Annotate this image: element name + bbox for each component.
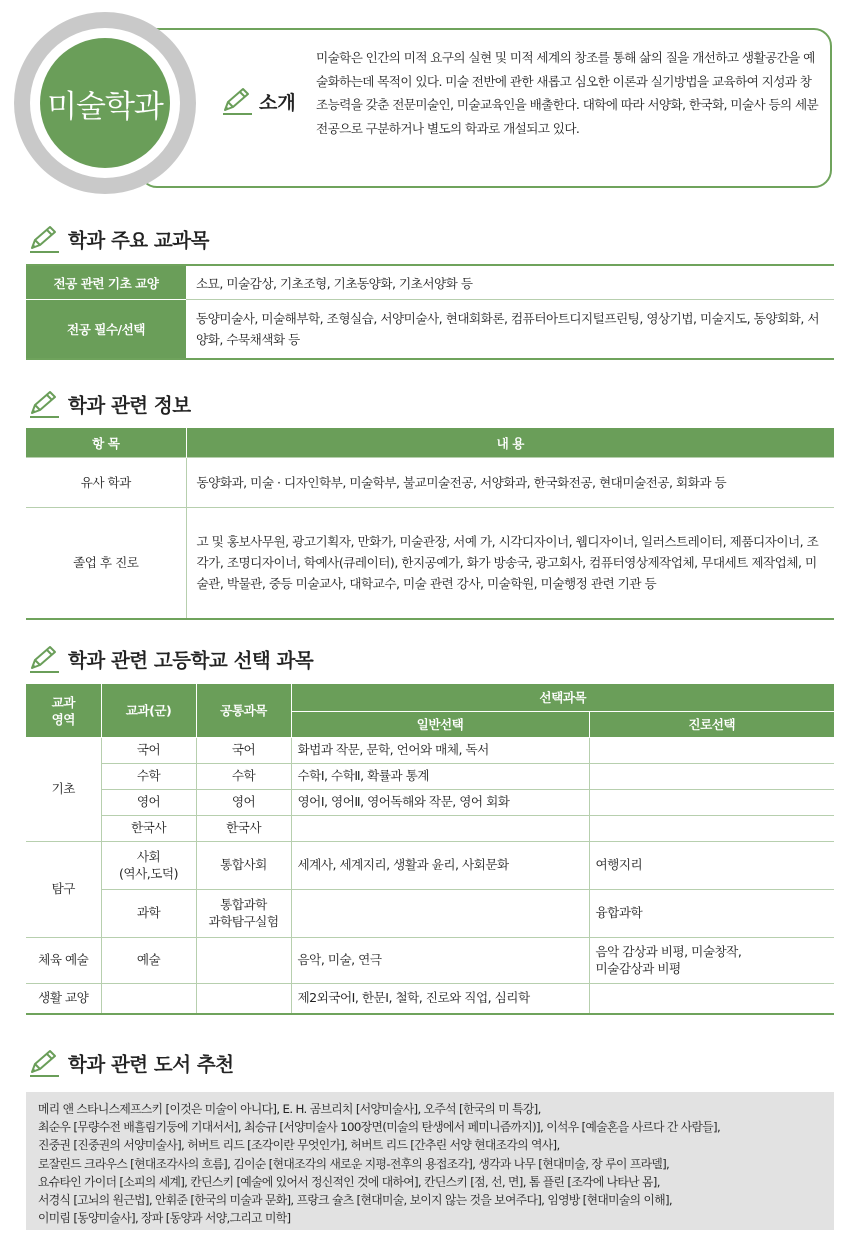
table-cell: 음악 감상과 비평, 미술창작, 미술감상과 비평 (589, 938, 834, 984)
pencil-icon (219, 86, 253, 116)
book-line: 서경식 [고뇌의 원근법], 안휘준 [한국의 미술과 문화], 프랑크 슐츠 [현대미술, 보이지 않는 것을 보여주다], 임영방 [현대미술의 이해], (38, 1193, 673, 1208)
column-header: 교과 영역 (26, 684, 101, 738)
table-cell: 예술 (101, 938, 196, 984)
table-header-row (26, 428, 834, 457)
related-info-table (26, 428, 834, 620)
table-cell: 음악, 미술, 연극 (291, 938, 589, 984)
high-school-table (26, 683, 834, 1015)
table-cell: 소묘, 미술감상, 기초조형, 기초동양화, 기초서양화 등 (186, 265, 834, 299)
table-row (26, 764, 834, 790)
column-header: 선택과목 (291, 684, 834, 712)
table-row (26, 890, 834, 938)
book-line: 최순우 [무량수전 배흘림기둥에 기대서서], 최승규 [서양미술사 100장면(미술의 탄생에서 페미니즘까지)], 이석우 [예술혼을 사르다 간 사람들], (38, 1120, 721, 1135)
table-cell (291, 816, 589, 842)
table-cell: 영어Ⅰ, 영어Ⅱ, 영어독해와 작문, 영어 회화 (291, 790, 589, 816)
section-heading-main-subjects (26, 224, 209, 254)
table-cell: 수학 (101, 764, 196, 790)
table-cell (589, 984, 834, 1014)
intro-label (219, 86, 296, 116)
column-header: 내 용 (186, 428, 834, 457)
section-title: 학과 관련 고등학교 선택 과목 (68, 649, 314, 672)
intro-text: 미술학은 인간의 미적 요구의 실현 및 미적 세계의 창조를 통해 삶의 질을 개선하고 생활공간을 예술화하는데 목적이 있다. 미술 전반에 관한 새롭고 심오한 이론과 실기방법을 교육하여 지성과 창조능력을 갖춘 전문미술인, 미술교육인을 배출한다. 대학에 따라 서양화, 한국화, 미술사 등의 세분전공으로 구분하거나 별도의 학과로 개설되고 있다. (316, 50, 819, 136)
table-row (26, 507, 834, 619)
table-cell: 수학 (196, 764, 291, 790)
pencil-icon (26, 644, 60, 674)
table-row (26, 938, 834, 984)
table-cell (196, 938, 291, 984)
table-cell (589, 816, 834, 842)
table-cell: 기초 (26, 738, 101, 842)
section-heading-related-info (26, 389, 191, 419)
section-title: 학과 관련 정보 (68, 394, 191, 417)
book-line: 메리 앤 스타니스제프스키 [이것은 미술이 아니다], E. H. 곰브리치 [서양미술사], 오주석 [한국의 미 특강], (38, 1102, 541, 1116)
table-cell: 통합사회 (196, 842, 291, 890)
section-title: 학과 주요 교과목 (68, 229, 209, 252)
table-cell: 고 및 홍보사무원, 광고기획자, 만화가, 미술관장, 서예 가, 시각디자이너, 웹디자이너, 일러스트레이터, 제품디자이너, 조각가, 조명디자이너, 학예사(큐레이터), 한지공예가, 화가 방송국, 광고회사, 컴퓨터영상제작업체, 무대세트 제작업체, 미술관, 박물관, 중등 미술교사, 대학교수, 미술 관련 강사, 미술학원, 미술행정 관련 기관 등 (186, 507, 834, 619)
column-header: 공통과목 (196, 684, 291, 738)
table-cell (589, 738, 834, 764)
table-cell: 동양화과, 미술 · 디자인학부, 미술학부, 불교미술전공, 서양화과, 한국화전공, 현대미술전공, 회화과 등 (186, 457, 834, 507)
table-header-row (26, 684, 834, 712)
main-subjects-table (26, 264, 834, 360)
table-cell (196, 984, 291, 1014)
table-cell: 한국사 (196, 816, 291, 842)
column-header: 교과(군) (101, 684, 196, 738)
table-cell (101, 984, 196, 1014)
header (14, 12, 834, 198)
table-cell: 국어 (101, 738, 196, 764)
pencil-icon (26, 1048, 60, 1078)
column-header: 진로선택 (589, 712, 834, 738)
table-cell: 과학 (101, 890, 196, 938)
table-row (26, 265, 834, 299)
table-row (26, 984, 834, 1014)
table-cell: 여행지리 (589, 842, 834, 890)
table-row-label: 졸업 후 진로 (26, 507, 186, 619)
pencil-icon (26, 389, 60, 419)
section-title: 학과 관련 도서 추천 (68, 1053, 234, 1076)
table-cell: 융합과학 (589, 890, 834, 938)
book-line: 요슈타인 가이더 [소피의 세계], 칸딘스키 [예술에 있어서 정신적인 것에 대하여], 칸딘스키 [점, 선, 면], 톰 플린 [조각에 나타난 몸], (38, 1174, 660, 1189)
section-heading-high-school (26, 644, 313, 674)
pencil-icon (26, 224, 60, 254)
intro-label-text: 소개 (259, 91, 296, 114)
book-recommendations (26, 1092, 834, 1230)
department-badge: 미술학과 (40, 38, 170, 168)
table-row (26, 299, 834, 359)
table-cell: 한국사 (101, 816, 196, 842)
table-cell (291, 890, 589, 938)
table-cell: 사회 (역사,도덕) (101, 842, 196, 890)
table-cell: 영어 (196, 790, 291, 816)
table-cell: 세계사, 세계지리, 생활과 윤리, 사회문화 (291, 842, 589, 890)
table-cell: 수학Ⅰ, 수학Ⅱ, 확률과 통계 (291, 764, 589, 790)
table-cell: 생활 교양 (26, 984, 101, 1014)
table-cell: 통합과학 과학탐구실험 (196, 890, 291, 938)
table-cell: 제2외국어Ⅰ, 한문Ⅰ, 철학, 진로와 직업, 심리학 (291, 984, 589, 1014)
section-heading-books (26, 1048, 234, 1078)
book-line: 진중권 [진중권의 서양미술사], 허버트 리드 [조각이란 무엇인가], 허버트 리드 [간추린 서양 현대조각의 역사], (38, 1138, 560, 1153)
book-line: 이미림 [동양미술사], 장파 [동양과 서양,그리고 미학] (38, 1211, 291, 1226)
column-header: 항 목 (26, 428, 186, 457)
table-row-label: 유사 학과 (26, 457, 186, 507)
table-cell: 국어 (196, 738, 291, 764)
book-line: 로잘린드 크라우스 [현대조각사의 흐름], 김이순 [현대조각의 새로운 지평-전후의 용접조각], 생각과 나무 [현대미술, 장 루이 프라델], (38, 1156, 670, 1171)
table-cell (589, 764, 834, 790)
table-row-label: 전공 관련 기초 교양 (26, 265, 186, 299)
table-cell: 탐구 (26, 842, 101, 938)
table-cell: 영어 (101, 790, 196, 816)
table-row (26, 816, 834, 842)
table-cell: 화법과 작문, 문학, 언어와 매체, 독서 (291, 738, 589, 764)
column-header: 일반선택 (291, 712, 589, 738)
table-cell (589, 790, 834, 816)
table-row (26, 790, 834, 816)
table-cell: 동양미술사, 미술해부학, 조형실습, 서양미술사, 현대회화론, 컴퓨터아트디지털프린팅, 영상기법, 미술지도, 동양회화, 서양화, 수묵채색화 등 (196, 310, 820, 347)
table-row (26, 457, 834, 507)
table-cell: 체육 예술 (26, 938, 101, 984)
table-row (26, 738, 834, 764)
table-row (26, 842, 834, 890)
table-row-label: 전공 필수/선택 (26, 299, 186, 359)
